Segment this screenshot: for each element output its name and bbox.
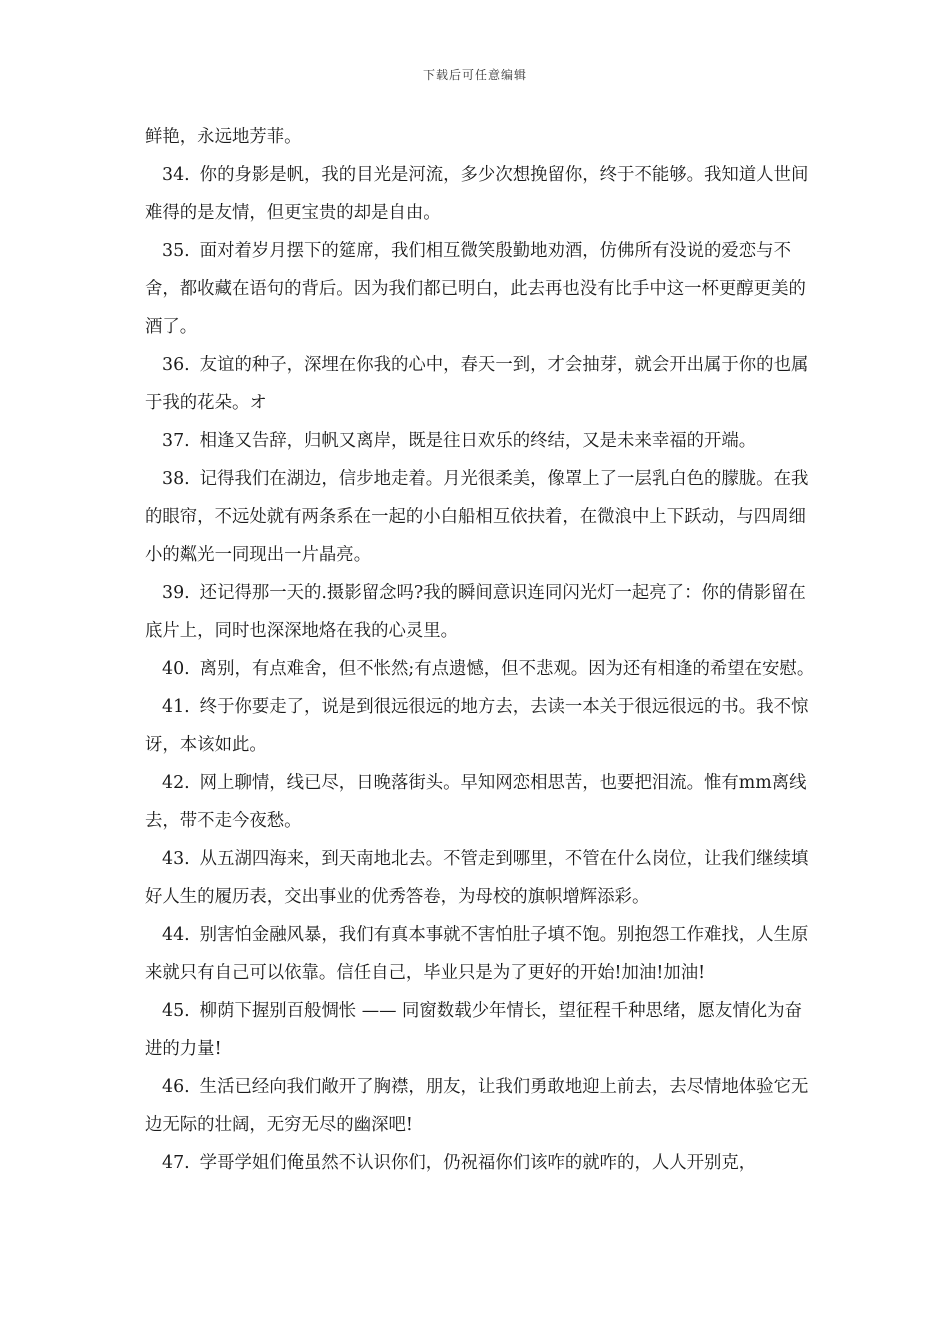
paragraph-text: 网上聊情，线已尽，日晚落街头。早知网恋相思苦，也要把泪流。惟有mm离线去，带不走今夜愁。: [145, 773, 807, 831]
paragraph-number: 40.: [162, 659, 190, 679]
paragraph-text: 友谊的种子，深埋在你我的心中，春天一到，才会抽芽，就会开出属于你的也属于我的花朵。オ: [145, 355, 809, 413]
paragraph-text: 还记得那一天的.摄影留念吗?我的瞬间意识连同闪光灯一起亮了：你的倩影留在底片上，同时也深深地烙在我的心灵里。: [145, 583, 806, 641]
paragraph-text: 生活已经向我们敞开了胸襟，朋友，让我们勇敢地迎上前去，去尽情地体验它无边无际的壮阔，无穷无尽的幽深吧!: [145, 1077, 809, 1135]
paragraph-34: [145, 156, 817, 232]
paragraph-text: 学哥学姐们俺虽然不认识你们，仍祝福你们该咋的就咋的，人人开别克，: [199, 1153, 757, 1173]
paragraph-text: 终于你要走了，说是到很远很远的地方去，去读一本关于很远很远的书。我不惊讶，本该如此。: [145, 697, 809, 755]
paragraph-44: [145, 916, 817, 992]
document-body: [145, 118, 817, 1182]
paragraph-42: [145, 764, 817, 840]
paragraph-number: 37.: [162, 431, 190, 451]
paragraph-41: [145, 688, 817, 764]
paragraph-37: [145, 422, 817, 460]
paragraph-number: 34.: [162, 165, 190, 185]
page-header: 下载后可任意编辑: [422, 68, 527, 82]
paragraph-text: 你的身影是帆，我的目光是河流，多少次想挽留你，终于不能够。我知道人世间难得的是友情，但更宝贵的却是自由。: [145, 165, 809, 223]
paragraph-number: 43.: [162, 849, 190, 869]
paragraph-number: 42.: [162, 773, 190, 793]
paragraph-35: [145, 232, 817, 346]
paragraph-text: 柳荫下握别百般惆怅 —— 同窗数载少年情长，望征程千种思绪，愿友情化为奋进的力量!: [145, 1001, 803, 1059]
paragraph-continuation: [145, 118, 817, 156]
paragraph-number: 41.: [162, 697, 190, 717]
paragraph-number: 46.: [162, 1077, 190, 1097]
paragraph-text: 面对着岁月摆下的筵席，我们相互微笑殷勤地劝酒，仿佛所有没说的爱恋与不舍，都收藏在语句的背后。因为我们都已明白，此去再也没有比手中这一杯更醇更美的酒了。: [145, 241, 806, 337]
paragraph-46: [145, 1068, 817, 1144]
paragraph-text: 鲜艳，永远地芳菲。: [145, 127, 302, 147]
paragraph-number: 44.: [162, 925, 190, 945]
paragraph-43: [145, 840, 817, 916]
paragraph-number: 45.: [162, 1001, 190, 1021]
paragraph-45: [145, 992, 817, 1068]
paragraph-number: 38.: [162, 469, 190, 489]
paragraph-text: 别害怕金融风暴，我们有真本事就不害怕肚子填不饱。别抱怨工作难找，人生原来就只有自己可以依靠。信任自己，毕业只是为了更好的开始!加油!加油!: [145, 925, 809, 983]
paragraph-38: [145, 460, 817, 574]
paragraph-number: 36.: [162, 355, 190, 375]
paragraph-text: 从五湖四海来，到天南地北去。不管走到哪里，不管在什么岗位，让我们继续填好人生的履历表，交出事业的优秀答卷，为母校的旗帜增辉添彩。: [145, 849, 809, 907]
paragraph-text: 记得我们在湖边，信步地走着。月光很柔美，像罩上了一层乳白色的朦胧。在我的眼帘，不远处就有两条系在一起的小白船相互依扶着，在微浪中上下跃动，与四周细小的粼光一同现出一片晶亮。: [145, 469, 809, 565]
paragraph-47: [145, 1144, 817, 1182]
paragraph-text: 相逢又告辞，归帆又离岸，既是往日欢乐的终结，又是未来幸福的开端。: [199, 431, 757, 451]
paragraph-number: 39.: [162, 583, 190, 603]
paragraph-36: [145, 346, 817, 422]
paragraph-39: [145, 574, 817, 650]
paragraph-40: [145, 650, 817, 688]
paragraph-number: 35.: [162, 241, 190, 261]
paragraph-text: 离别，有点难舍，但不怅然;有点遗憾，但不悲观。因为还有相逢的希望在安慰。: [199, 659, 815, 679]
paragraph-number: 47.: [162, 1153, 190, 1173]
